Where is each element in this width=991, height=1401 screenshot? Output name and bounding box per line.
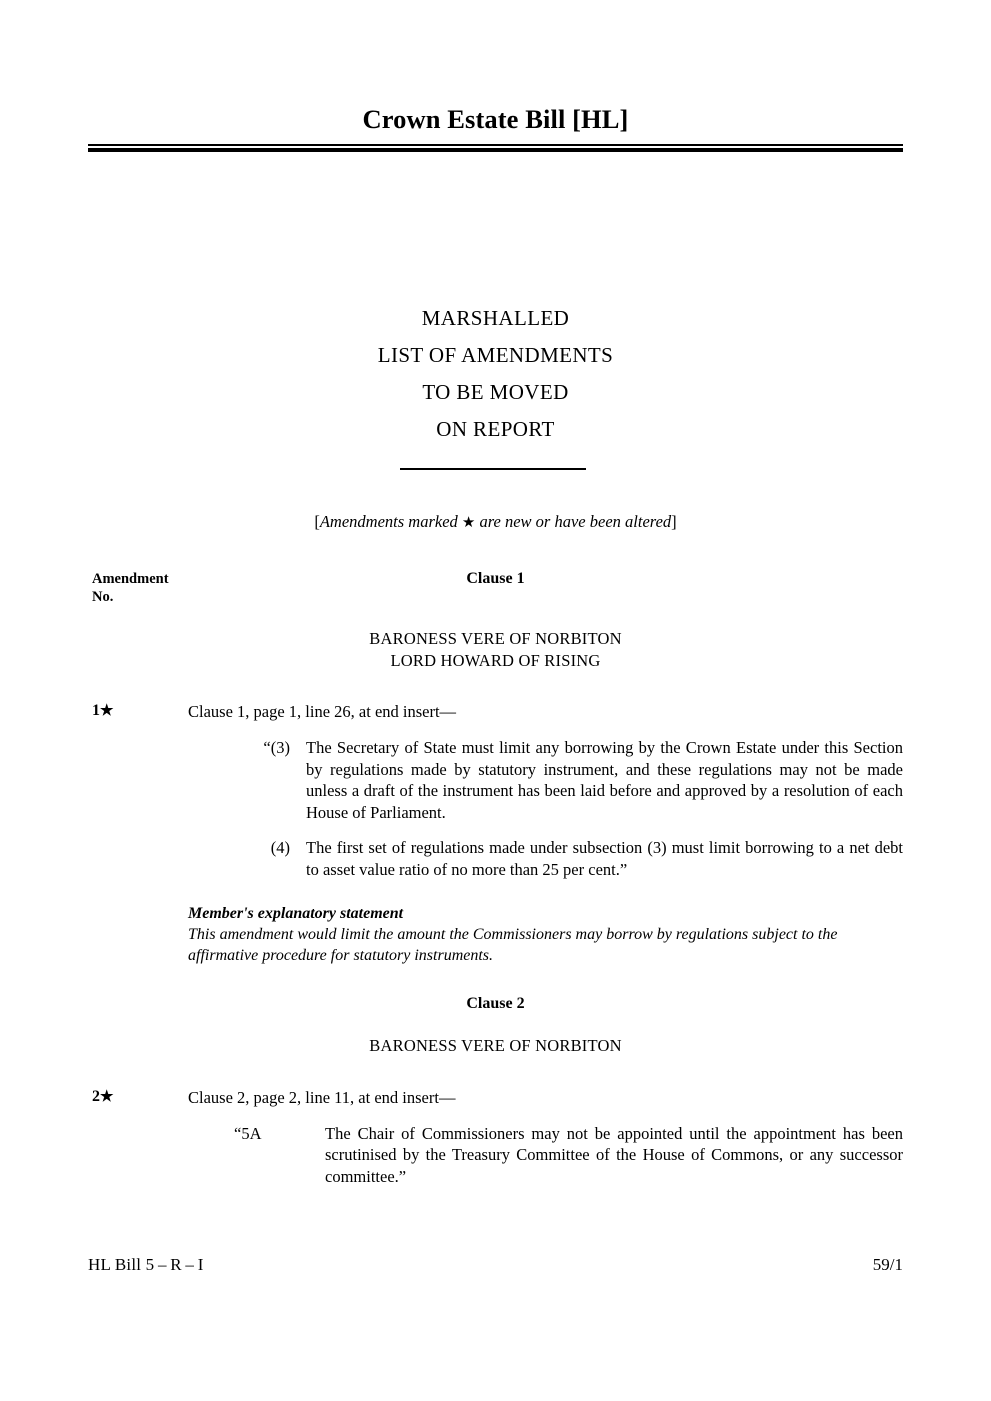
section-clause-2 bbox=[88, 995, 903, 1187]
note-open-bracket: [ bbox=[314, 512, 320, 531]
member-names-clause-2 bbox=[88, 1035, 903, 1057]
amendment-lead-in-2: Clause 2, page 2, line 11, at end insert— bbox=[188, 1087, 456, 1107]
star-icon: ★ bbox=[461, 515, 476, 531]
subsection-marker-4: (4) bbox=[270, 838, 290, 857]
footer-bill-reference: HL Bill 5 – R – I bbox=[88, 1255, 204, 1274]
explanatory-statement-1 bbox=[188, 903, 903, 966]
subsection-block-4 bbox=[188, 837, 903, 880]
amendment-lead-in-1: Clause 1, page 1, line 26, at end insert— bbox=[188, 702, 457, 721]
amendment-no-label-line1: Amendment bbox=[92, 571, 169, 587]
headline-line-marshalled: MARSHALLED bbox=[421, 306, 570, 330]
amendment-row-1 bbox=[88, 702, 903, 722]
subsection-text-4: The first set of regulations made under subsection (3) must limit borrowing to a net debt to asset value ratio of no more than 25 per cent.” bbox=[306, 838, 903, 879]
headline-line-list-of-amendments: LIST OF AMENDMENTS bbox=[377, 343, 614, 367]
member-name: BARONESS VERE OF NORBITON bbox=[369, 629, 622, 648]
headline-separator-rule bbox=[400, 468, 586, 470]
title-double-rule bbox=[88, 144, 903, 152]
star-icon: ★ bbox=[100, 1088, 114, 1105]
amendments-marked-note bbox=[88, 512, 903, 532]
amendment-number-1 bbox=[92, 702, 113, 720]
section-clause-1 bbox=[88, 570, 903, 966]
subsection-block-3 bbox=[188, 737, 903, 823]
subsection-marker-3: “(3) bbox=[263, 738, 290, 757]
headline-line-on-report: ON REPORT bbox=[436, 417, 555, 441]
amendment-number-value: 1 bbox=[92, 702, 100, 719]
subsection-text-5a: The Chair of Commissioners may not be appointed until the appointment has been scrutinised by the Treasury Committee of the House of Commons, or any successor committee.” bbox=[325, 1123, 903, 1186]
amendment-number-2 bbox=[92, 1088, 113, 1106]
member-name: BARONESS VERE OF NORBITON bbox=[369, 1036, 622, 1055]
document-title: Crown Estate Bill [HL] bbox=[362, 104, 629, 134]
note-text-before-star: Amendments marked bbox=[319, 512, 462, 531]
member-names-clause-1 bbox=[88, 628, 903, 671]
headline-block bbox=[88, 300, 903, 448]
explanatory-statement-body: This amendment would limit the amount the Commissioners may borrow by regulations subject to the affirmative procedure for statutory instruments. bbox=[188, 926, 838, 964]
title-rule-thick bbox=[88, 148, 903, 151]
clause-heading-2: Clause 2 bbox=[466, 995, 525, 1012]
headline-line-to-be-moved: TO BE MOVED bbox=[422, 380, 569, 404]
amendment-row-2 bbox=[88, 1088, 903, 1108]
subsection-text-3: The Secretary of State must limit any borrowing by the Crown Estate under this Section by regulations made by statutory instrument, and these regulations may not be made unless a draft of the instrument has been laid before and approved by a resolution of each House of Parliament. bbox=[306, 738, 903, 822]
subsection-block-5a bbox=[188, 1123, 903, 1188]
page-footer bbox=[88, 1255, 903, 1275]
footer-page-number: 59/1 bbox=[872, 1255, 903, 1274]
note-text-after-star: are new or have been altered bbox=[475, 512, 672, 531]
member-name: LORD HOWARD OF RISING bbox=[390, 650, 601, 670]
note-close-bracket: ] bbox=[671, 512, 677, 531]
clause-heading-1: Clause 1 bbox=[466, 570, 525, 587]
subsection-marker-5a: “5A bbox=[234, 1123, 262, 1143]
amendment-no-label-line2: No. bbox=[92, 589, 114, 605]
amendment-number-value: 2 bbox=[92, 1087, 100, 1105]
explanatory-statement-title: Member's explanatory statement bbox=[188, 905, 404, 922]
star-icon: ★ bbox=[100, 703, 114, 719]
